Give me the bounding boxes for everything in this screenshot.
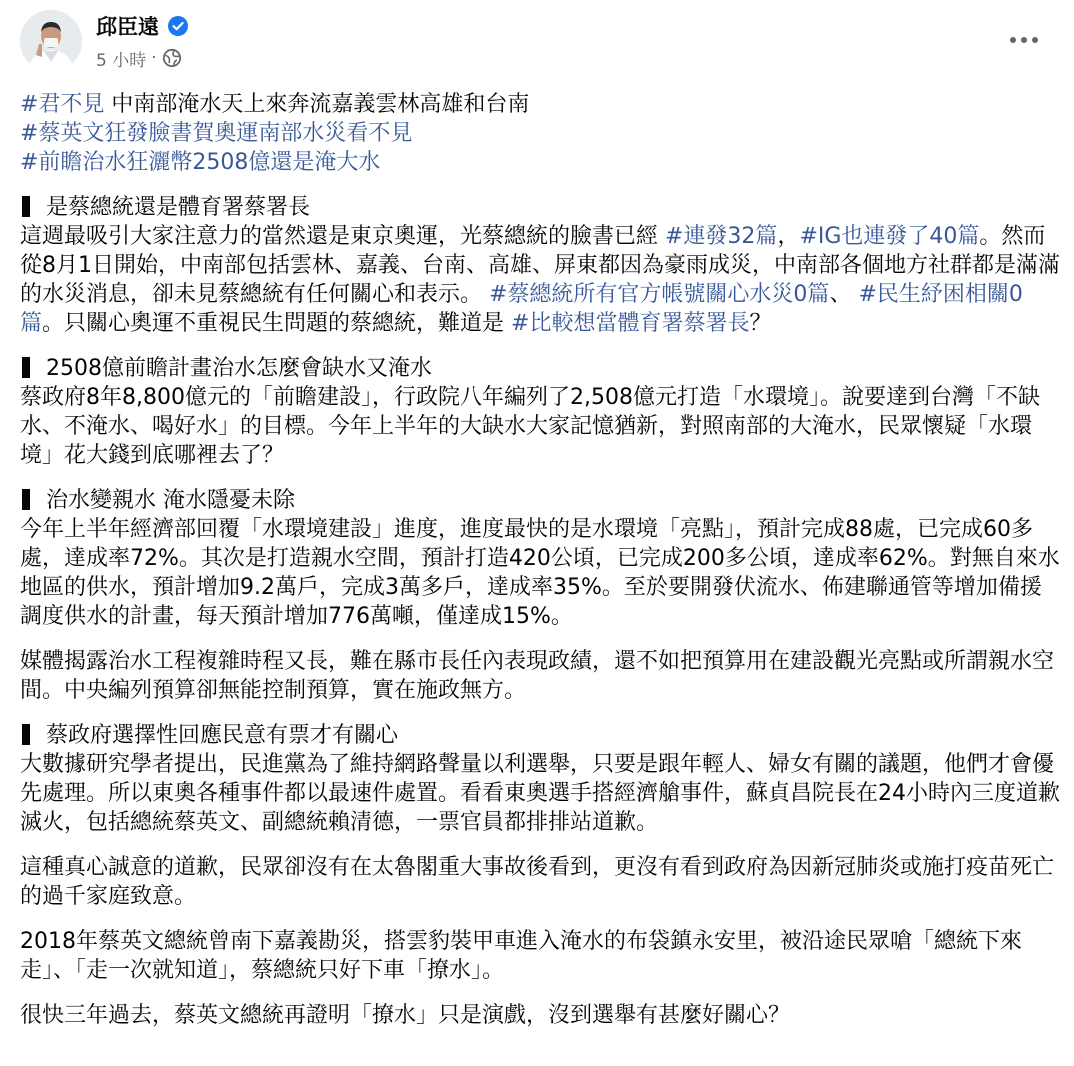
section-heading: 治水變親水 淹水隱憂未除 xyxy=(46,488,295,513)
section-heading: 蔡政府選擇性回應民意有票才有關心 xyxy=(46,723,399,748)
paragraph-text: 蔡政府8年8,800億元的「前瞻建設」，行政院八年編列了2,508億元打造「水環境」。說要達到台灣「不缺水、不淹水、喝好水」的目標。今年上半年的大缺水大家記憶猶新，對照南部的大淹水，民眾懷疑「水環境」花大錢到底哪裡去了？ xyxy=(20,385,1040,468)
paragraph-text: 。然而從8月1日開始，中南部包括雲林、嘉義、台南、高雄、屏東都因為豪雨成災，中南部各個地方社群都是滿滿的水災消息，卻未見蔡總統有任何關心和表示。 xyxy=(20,224,1060,307)
post-meta xyxy=(96,44,182,72)
hashtag-caption: 中南部淹水天上來奔流嘉義雲林高雄和台南 xyxy=(104,92,530,117)
hashtag-link[interactable]: #連發32篇 xyxy=(665,224,778,249)
post-time[interactable]: 5 小時 xyxy=(96,50,147,71)
paragraph-text: 、 xyxy=(829,282,859,307)
paragraph-text: 。只關心奧運不重視民生問題的蔡總統，難道是 xyxy=(42,311,512,336)
paragraph-text: ， xyxy=(777,224,800,249)
paragraph: 媒體揭露治水工程複雜時程又長，難在縣市長任內表現政績，還不如把預算用在建設觀光亮點或所謂親水空間。中央編列預算卻無能控制預算，實在施政無方。 xyxy=(20,649,1055,703)
more-options-icon xyxy=(1009,36,1039,44)
verified-badge-icon xyxy=(167,15,189,37)
section-marker xyxy=(22,489,30,510)
section-3 xyxy=(20,486,1060,631)
public-globe-icon[interactable] xyxy=(162,48,182,68)
post-header xyxy=(0,0,1074,86)
paragraph-text: 這週最吸引大家注意力的當然還是東京奧運，光蔡總統的臉書已經 xyxy=(20,224,665,249)
hashtag-link[interactable]: #君不見 xyxy=(20,92,105,117)
paragraph-text: 大數據研究學者提出，民進黨為了維持網路聲量以利選舉，只要是跟年輕人、婦女有關的議題，他們才會優先處理。所以東奧各種事件都以最速件處置。看看東奧選手搭經濟艙事件，蘇貞昌院長在24小時內三度道歉滅火，包括總統蔡英文、副總統賴清德，一票官員都排排站道歉。 xyxy=(20,752,1060,835)
section-2 xyxy=(20,354,1060,470)
hashtag-link[interactable]: #蔡英文狂發臉書賀奧運南部水災看不見 xyxy=(20,121,413,146)
hashtag-link[interactable]: #IG也連發了40篇 xyxy=(799,224,980,249)
hashtag-link[interactable]: #蔡總統所有官方帳號關心水災0篇 xyxy=(489,282,830,307)
section-heading: 是蔡總統還是體育署蔡署長 xyxy=(46,195,311,220)
section-4 xyxy=(20,721,1060,837)
section-heading: 2508億前瞻計畫治水怎麼會缺水又淹水 xyxy=(46,356,432,381)
paragraph: 這種真心誠意的道歉，民眾卻沒有在太魯閣重大事故後看到，更沒有看到政府為因新冠肺炎或施打疫苗死亡的過千家庭致意。 xyxy=(20,855,1055,909)
meta-separator: · xyxy=(151,48,157,68)
section-marker xyxy=(22,724,30,745)
hashtag-link[interactable]: #前瞻治水狂灑幣2508億還是淹大水 xyxy=(20,150,381,175)
hashtag-link[interactable]: #民生紓困相關0篇 xyxy=(20,282,1023,336)
author-row xyxy=(96,10,189,42)
paragraph: 很快三年過去，蔡英文總統再證明「撩水」只是演戲，沒到選舉有甚麼好關心？ xyxy=(20,1003,791,1028)
paragraph-text: 今年上半年經濟部回覆「水環境建設」進度，進度最快的是水環境「亮點」，預計完成88處，已完成60多處，達成率72%。其次是打造親水空間，預計打造420公頃，已完成200多公頃，達成率62%。對無自來水地區的供水，預計增加9.2萬戶，完成3萬多戶，達成率35%。至於要開發伏流水、佈建聯通管等增加備援調度供水的計畫，每天預計增加776萬噸，僅達成15%。 xyxy=(20,517,1060,629)
avatar[interactable] xyxy=(20,10,82,72)
paragraph: 2018年蔡英文總統曾南下嘉義勘災，搭雲豹裝甲車進入淹水的布袋鎮永安里，被沿途民眾嗆「總統下來走」、「走一次就知道」，蔡總統只好下車「撩水」。 xyxy=(20,929,1022,983)
author-name[interactable]: 邱臣遠 xyxy=(96,15,159,39)
paragraph-text: ？ xyxy=(749,311,772,336)
section-marker xyxy=(22,357,30,378)
section-marker xyxy=(22,196,30,217)
hashtag-link[interactable]: #比較想當體育署蔡署長 xyxy=(511,311,750,336)
post-body xyxy=(20,90,1060,1046)
more-options-button[interactable] xyxy=(1002,20,1046,60)
avatar-photo xyxy=(20,10,82,72)
hashtag-lines xyxy=(20,90,1060,177)
section-1 xyxy=(20,193,1060,338)
